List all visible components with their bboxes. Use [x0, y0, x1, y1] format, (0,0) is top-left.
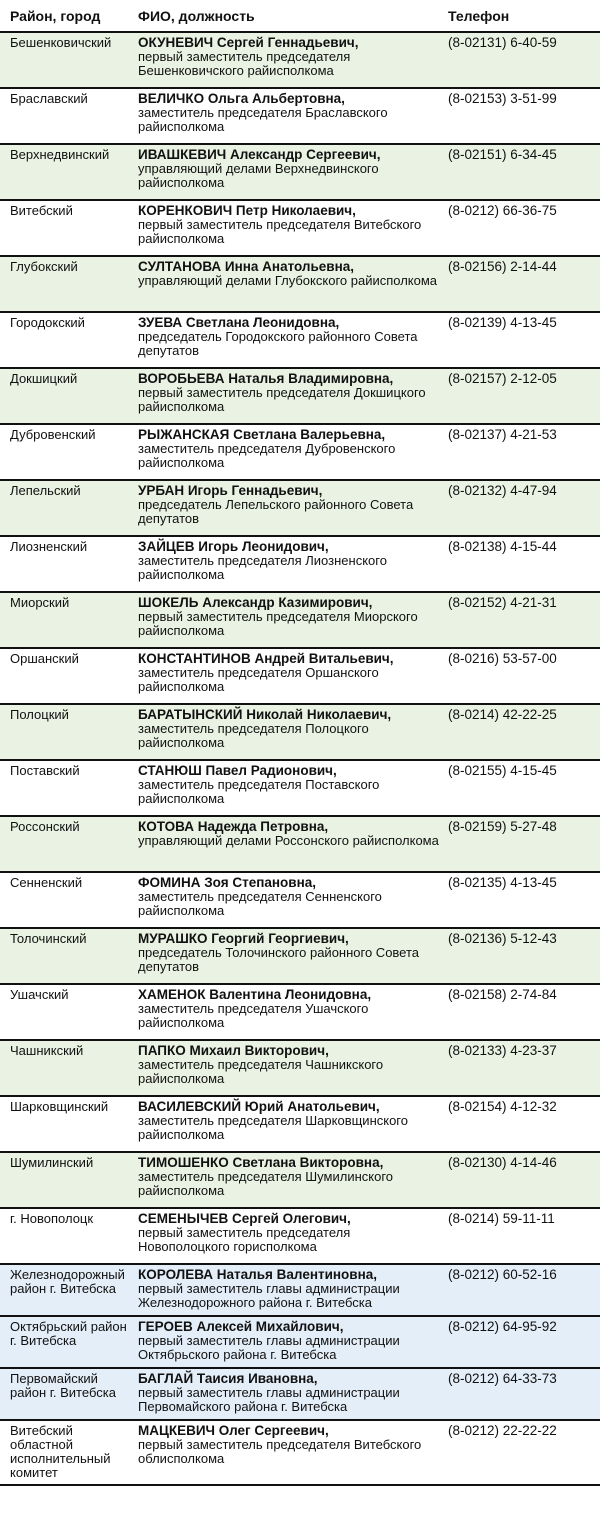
- person-position: первый заместитель председателя Миорского райисполкома: [138, 609, 418, 638]
- table-row: [0, 1264, 600, 1316]
- person-name: БАГЛАЙ Таисия Ивановна,: [138, 1371, 318, 1386]
- fio-position-cell: [134, 312, 444, 368]
- phone-cell: (8-02153) 3-51-99: [444, 88, 600, 144]
- fio-position-cell: [134, 816, 444, 872]
- fio-position-cell: [134, 1152, 444, 1208]
- district-cell: Первомайский район г. Витебска: [0, 1368, 134, 1420]
- person-position: управляющий делами Глубокского райисполкома: [138, 273, 438, 288]
- district-cell: Миорский: [0, 592, 134, 648]
- district-cell: Докшицкий: [0, 368, 134, 424]
- phone-cell: (8-02151) 6-34-45: [444, 144, 600, 200]
- person-name: МАЦКЕВИЧ Олег Сергеевич,: [138, 1423, 329, 1438]
- phone-cell: (8-02139) 4-13-45: [444, 312, 600, 368]
- person-position: первый заместитель председателя Витебского облисполкома: [138, 1437, 422, 1466]
- person-position: заместитель председателя Дубровенского райисполкома: [138, 441, 396, 470]
- person-name: КОРОЛЕВА Наталья Валентиновна,: [138, 1267, 378, 1282]
- person-position: первый заместитель председателя Новополоцкого горисполкома: [138, 1225, 351, 1254]
- table-row: [0, 1096, 600, 1152]
- table-row: [0, 984, 600, 1040]
- district-cell: Лиозненский: [0, 536, 134, 592]
- fio-position-cell: [134, 760, 444, 816]
- person-position: заместитель председателя Чашникского райисполкома: [138, 1057, 384, 1086]
- person-name: СЕМЕНЫЧЕВ Сергей Олегович,: [138, 1211, 351, 1226]
- fio-position-cell: [134, 1316, 444, 1368]
- fio-position-cell: [134, 1264, 444, 1316]
- person-position: председатель Лепельского районного Совета депутатов: [138, 497, 414, 526]
- fio-position-cell: [134, 256, 444, 312]
- phone-cell: (8-02138) 4-15-44: [444, 536, 600, 592]
- phone-cell: (8-02159) 5-27-48: [444, 816, 600, 872]
- district-cell: Шарковщинский: [0, 1096, 134, 1152]
- person-position: заместитель председателя Поставского райисполкома: [138, 777, 380, 806]
- person-position: председатель Городокского районного Совета депутатов: [138, 329, 418, 358]
- person-name: КОТОВА Надежда Петровна,: [138, 819, 329, 834]
- phone-cell: (8-0212) 60-52-16: [444, 1264, 600, 1316]
- district-cell: Сенненский: [0, 872, 134, 928]
- person-position: управляющий делами Россонского райисполкома: [138, 833, 439, 848]
- phone-cell: (8-02130) 4-14-46: [444, 1152, 600, 1208]
- phone-cell: (8-0212) 22-22-22: [444, 1420, 600, 1485]
- person-name: ЗАЙЦЕВ Игорь Леонидович,: [138, 539, 329, 554]
- person-name: КОНСТАНТИНОВ Андрей Витальевич,: [138, 651, 394, 666]
- person-name: ИВАШКЕВИЧ Александр Сергеевич,: [138, 147, 381, 162]
- person-position: первый заместитель главы администрации Первомайского района г. Витебска: [138, 1385, 400, 1414]
- table-row: [0, 480, 600, 536]
- district-cell: Браславский: [0, 88, 134, 144]
- fio-position-cell: [134, 424, 444, 480]
- district-cell: Витебский: [0, 200, 134, 256]
- person-position: первый заместитель главы администрации Железнодорожного района г. Витебска: [138, 1281, 400, 1310]
- table-row: [0, 312, 600, 368]
- table-row: [0, 928, 600, 984]
- person-name: КОРЕНКОВИЧ Петр Николаевич,: [138, 203, 356, 218]
- district-cell: Глубокский: [0, 256, 134, 312]
- person-position: заместитель председателя Оршанского райисполкома: [138, 665, 379, 694]
- phone-cell: (8-02157) 2-12-05: [444, 368, 600, 424]
- district-cell: Толочинский: [0, 928, 134, 984]
- phone-cell: (8-0212) 64-33-73: [444, 1368, 600, 1420]
- fio-position-cell: [134, 872, 444, 928]
- person-position: заместитель председателя Шумилинского райисполкома: [138, 1169, 394, 1198]
- fio-position-cell: [134, 1420, 444, 1485]
- fio-position-cell: [134, 928, 444, 984]
- phone-cell: (8-02137) 4-21-53: [444, 424, 600, 480]
- district-cell: Оршанский: [0, 648, 134, 704]
- fio-position-cell: [134, 1096, 444, 1152]
- person-position: заместитель председателя Шарковщинского райисполкома: [138, 1113, 408, 1142]
- phone-cell: (8-02133) 4-23-37: [444, 1040, 600, 1096]
- phone-cell: (8-02154) 4-12-32: [444, 1096, 600, 1152]
- person-name: СТАНЮШ Павел Радионович,: [138, 763, 337, 778]
- table-row: [0, 32, 600, 88]
- phone-cell: (8-0212) 64-95-92: [444, 1316, 600, 1368]
- table-row: [0, 144, 600, 200]
- person-name: ХАМЕНОК Валентина Леонидовна,: [138, 987, 372, 1002]
- person-position: первый заместитель председателя Докшицкого райисполкома: [138, 385, 426, 414]
- district-cell: Витебский областной исполнительный комитет: [0, 1420, 134, 1485]
- district-cell: Лепельский: [0, 480, 134, 536]
- person-position: управляющий делами Верхнедвинского райисполкома: [138, 161, 379, 190]
- district-cell: Дубровенский: [0, 424, 134, 480]
- person-name: УРБАН Игорь Геннадьевич,: [138, 483, 323, 498]
- fio-position-cell: [134, 88, 444, 144]
- phone-cell: (8-0216) 53-57-00: [444, 648, 600, 704]
- table-row: [0, 648, 600, 704]
- person-position: заместитель председателя Сенненского райисполкома: [138, 889, 382, 918]
- person-position: первый заместитель главы администрации Октябрьского района г. Витебска: [138, 1333, 400, 1362]
- phone-cell: (8-02136) 5-12-43: [444, 928, 600, 984]
- phone-cell: (8-02152) 4-21-31: [444, 592, 600, 648]
- table-row: [0, 424, 600, 480]
- person-name: ФОМИНА Зоя Степановна,: [138, 875, 317, 890]
- person-position: первый заместитель председателя Витебского райисполкома: [138, 217, 422, 246]
- person-position: заместитель председателя Ушачского райисполкома: [138, 1001, 369, 1030]
- district-cell: Железнодорожный район г. Витебска: [0, 1264, 134, 1316]
- table-row: [0, 816, 600, 872]
- table-row: [0, 592, 600, 648]
- district-cell: г. Новополоцк: [0, 1208, 134, 1264]
- person-name: ШОКЕЛЬ Александр Казимирович,: [138, 595, 373, 610]
- table-row: [0, 1420, 600, 1485]
- table-row: [0, 200, 600, 256]
- district-cell: Полоцкий: [0, 704, 134, 760]
- district-cell: Чашникский: [0, 1040, 134, 1096]
- person-name: БАРАТЫНСКИЙ Николай Николаевич,: [138, 707, 392, 722]
- fio-position-cell: [134, 480, 444, 536]
- phone-cell: (8-02158) 2-74-84: [444, 984, 600, 1040]
- fio-position-cell: [134, 648, 444, 704]
- table-header-row: [0, 0, 600, 32]
- table-row: [0, 1152, 600, 1208]
- table-row: [0, 1316, 600, 1368]
- table-row: [0, 1040, 600, 1096]
- person-name: РЫЖАНСКАЯ Светлана Валерьевна,: [138, 427, 386, 442]
- person-name: ТИМОШЕНКО Светлана Викторовна,: [138, 1155, 384, 1170]
- phone-cell: (8-0214) 59-11-11: [444, 1208, 600, 1264]
- column-header-fio: ФИО, должность: [134, 0, 444, 32]
- person-position: заместитель председателя Браславского райисполкома: [138, 105, 388, 134]
- district-cell: Поставский: [0, 760, 134, 816]
- fio-position-cell: [134, 368, 444, 424]
- person-name: МУРАШКО Георгий Георгиевич,: [138, 931, 349, 946]
- fio-position-cell: [134, 144, 444, 200]
- fio-position-cell: [134, 1208, 444, 1264]
- district-cell: Бешенковичский: [0, 32, 134, 88]
- table-row: [0, 704, 600, 760]
- district-cell: Городокский: [0, 312, 134, 368]
- table-body: [0, 32, 600, 1485]
- person-name: ВАСИЛЕВСКИЙ Юрий Анатольевич,: [138, 1099, 380, 1114]
- person-position: заместитель председателя Полоцкого райисполкома: [138, 721, 369, 750]
- district-cell: Октябрьский район г. Витебска: [0, 1316, 134, 1368]
- phone-cell: (8-02131) 6-40-59: [444, 32, 600, 88]
- person-name: ПАПКО Михаил Викторович,: [138, 1043, 329, 1058]
- table-row: [0, 536, 600, 592]
- person-position: председатель Толочинского районного Совета депутатов: [138, 945, 420, 974]
- fio-position-cell: [134, 1040, 444, 1096]
- person-name: ВОРОБЬЕВА Наталья Владимировна,: [138, 371, 394, 386]
- column-header-district: Район, город: [0, 0, 134, 32]
- phone-cell: (8-0212) 66-36-75: [444, 200, 600, 256]
- fio-position-cell: [134, 984, 444, 1040]
- phone-cell: (8-02155) 4-15-45: [444, 760, 600, 816]
- district-cell: Верхнедвинский: [0, 144, 134, 200]
- table-row: [0, 1208, 600, 1264]
- district-cell: Шумилинский: [0, 1152, 134, 1208]
- person-position: первый заместитель председателя Бешенковичского райисполкома: [138, 49, 351, 78]
- person-position: заместитель председателя Лиозненского райисполкома: [138, 553, 387, 582]
- person-name: ВЕЛИЧКО Ольга Альбертовна,: [138, 91, 345, 106]
- table-row: [0, 368, 600, 424]
- fio-position-cell: [134, 1368, 444, 1420]
- fio-position-cell: [134, 536, 444, 592]
- person-name: ЗУЕВА Светлана Леонидовна,: [138, 315, 340, 330]
- fio-position-cell: [134, 32, 444, 88]
- column-header-phone: Телефон: [444, 0, 600, 32]
- phone-cell: (8-0214) 42-22-25: [444, 704, 600, 760]
- person-name: ОКУНЕВИЧ Сергей Геннадьевич,: [138, 35, 359, 50]
- fio-position-cell: [134, 200, 444, 256]
- district-cell: Россонский: [0, 816, 134, 872]
- table-row: [0, 88, 600, 144]
- table-row: [0, 256, 600, 312]
- table-row: [0, 760, 600, 816]
- phone-cell: (8-02135) 4-13-45: [444, 872, 600, 928]
- table-row: [0, 872, 600, 928]
- fio-position-cell: [134, 704, 444, 760]
- person-name: СУЛТАНОВА Инна Анатольевна,: [138, 259, 355, 274]
- phone-cell: (8-02156) 2-14-44: [444, 256, 600, 312]
- fio-position-cell: [134, 592, 444, 648]
- phone-cell: (8-02132) 4-47-94: [444, 480, 600, 536]
- district-cell: Ушачский: [0, 984, 134, 1040]
- table-row: [0, 1368, 600, 1420]
- person-name: ГЕРОЕВ Алексей Михайлович,: [138, 1319, 344, 1334]
